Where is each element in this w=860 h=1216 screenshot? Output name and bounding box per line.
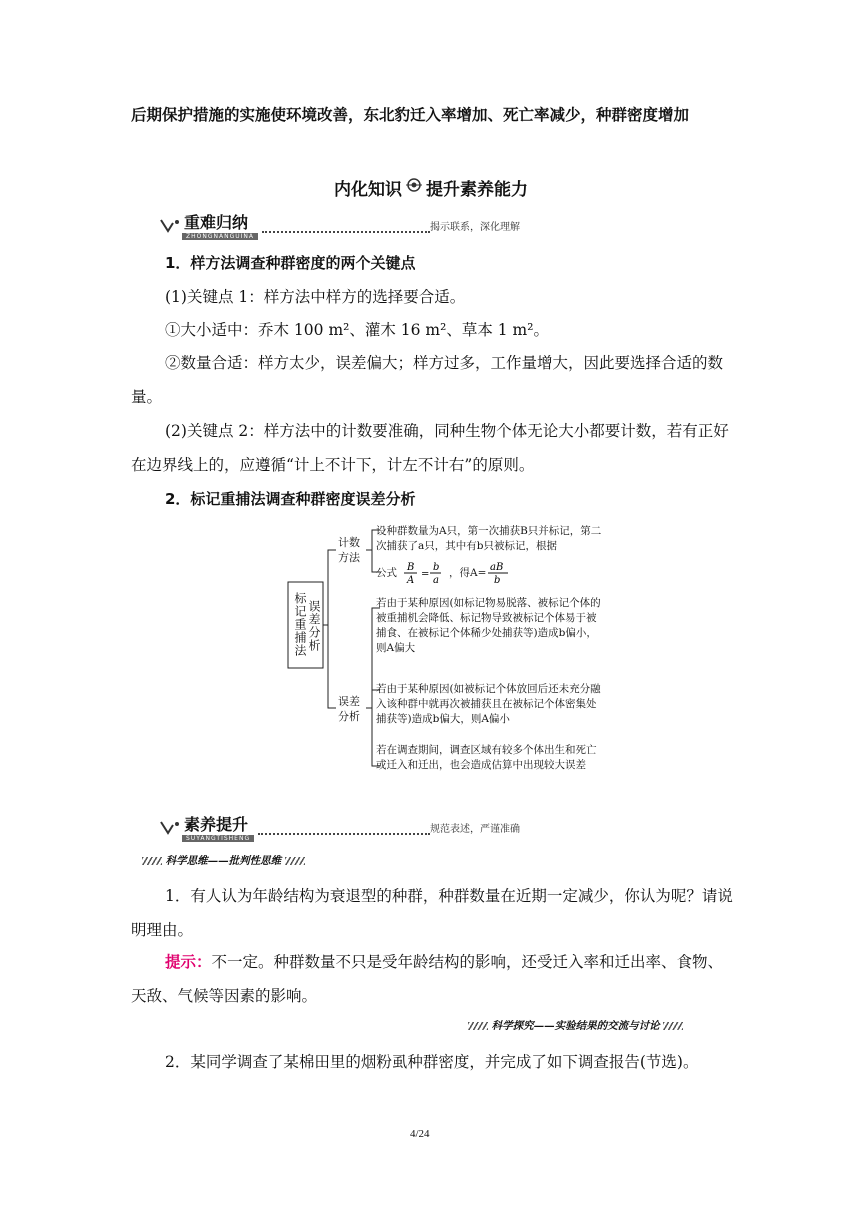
section1-title: 重难归纳: [184, 213, 249, 232]
hatch-right-icon: [663, 1022, 683, 1030]
paragraph-size: ①大小适中：乔木 100 m²、灌木 16 m²、草本 1 m²。: [165, 321, 549, 339]
section2-subtitle: 规范表述，严谨准确: [430, 823, 520, 835]
svg-text:b: b: [494, 575, 501, 586]
error-case-1: 若由于某种原因(如标记物易脱落、被标记个体的被重捕机会降低、标记物导致被标记个体易于被捕食、在被标记个体稀少处捕获等)造成b偏小，则A偏大: [376, 597, 601, 654]
calc-text: 设种群数量为A只，第一次捕获B只并标记，第二次捕获了a只，其中有b只被标记，根据: [376, 525, 602, 552]
hatch-right-icon: [285, 857, 305, 865]
svg-text:aB: aB: [490, 562, 504, 573]
section-tag-key-points: [160, 210, 520, 240]
hatch-left-icon: [142, 857, 162, 865]
subheading-inquiry: 科学探究——实验结果的交流与讨论: [468, 1018, 683, 1033]
hint-text: 不一定。种群数量不只是受年龄结构的影响，还受迁入率和迁出率、食物、天敌、气候等因素的影响。: [131, 953, 724, 1005]
node-calc: 计数方法: [338, 536, 360, 564]
section2-pinyin: SUYANGTISHENG: [182, 835, 254, 842]
paragraph-count: ②数量合适：样方太少，误差偏大；样方过多，工作量增大，因此要选择合适的数量。: [131, 354, 724, 406]
diagram-branch: 误差分析: [307, 600, 321, 652]
formula: [376, 560, 606, 586]
banner-right: 提升素养能力: [426, 179, 528, 200]
check-arrow-icon: [160, 218, 182, 232]
error-case-3: 若在调查期间，调查区域有较多个体出生和死亡或迁入和迁出，也会造成估算中出现较大误差: [376, 744, 597, 771]
page-number: 4/24: [410, 1128, 430, 1140]
hint-paragraph: [131, 945, 733, 1013]
node-error: 误差分析: [338, 695, 360, 723]
svg-text:=: =: [421, 569, 430, 580]
banner-left: 内化知识: [334, 179, 402, 200]
banner-ornament-icon: [406, 177, 422, 198]
question-2: 2．某同学调查了某棉田里的烟粉虱种群密度，并完成了如下调查报告(节选)。: [165, 1053, 699, 1071]
section1-pinyin: ZHONGNANGUINA: [182, 233, 258, 240]
section2-title: 素养提升: [184, 815, 249, 834]
svg-text:b: b: [433, 562, 440, 573]
subheading-critical-thinking: 科学思维——批判性思维: [142, 853, 305, 868]
formula-prefix: 公式: [376, 566, 397, 579]
error-case-2: 若由于某种原因(如被标记个体放回后还未充分融入该种群中就再次被捕获且在被标记个体密集处捕获等)造成b偏大，则A偏小: [376, 683, 601, 725]
hint-label: 提示：: [165, 952, 212, 971]
question-1: 1．有人认为年龄结构为衰退型的种群，种群数量在近期一定减少，你认为呢？请说明理由。: [131, 887, 733, 939]
heading-mark-recapture: 2．标记重捕法调查种群密度误差分析: [165, 490, 416, 508]
formula-result-icon: [486, 560, 516, 586]
diagram-root: 标记重捕法: [293, 592, 307, 657]
section-tag-literacy: [160, 812, 520, 842]
hatch-left-icon: [468, 1022, 488, 1030]
section-banner: [334, 174, 574, 200]
svg-text:B: B: [407, 562, 415, 573]
check-arrow-icon: [160, 820, 182, 834]
paragraph-key2: (2)关键点 2：样方法中的计数要准确，同种生物个体无论大小都要计数，若有正好在边界线上的，应遵循“计上不计下，计左不计右”的原则。: [131, 422, 729, 474]
top-paragraph: 后期保护措施的实施使环境改善，东北豹迁入率增加、死亡率减少，种群密度增加: [131, 105, 690, 124]
paragraph-key1: (1)关键点 1：样方法中样方的选择要合适。: [165, 288, 466, 306]
mark-recapture-diagram: [284, 520, 614, 795]
heading-quadrat: 1．样方法调查种群密度的两个关键点: [165, 254, 416, 272]
svg-text:A: A: [407, 575, 415, 586]
formula-result: ，得A=: [449, 566, 487, 579]
section1-subtitle: 揭示联系，深化理解: [430, 221, 520, 233]
svg-text:a: a: [433, 575, 439, 586]
